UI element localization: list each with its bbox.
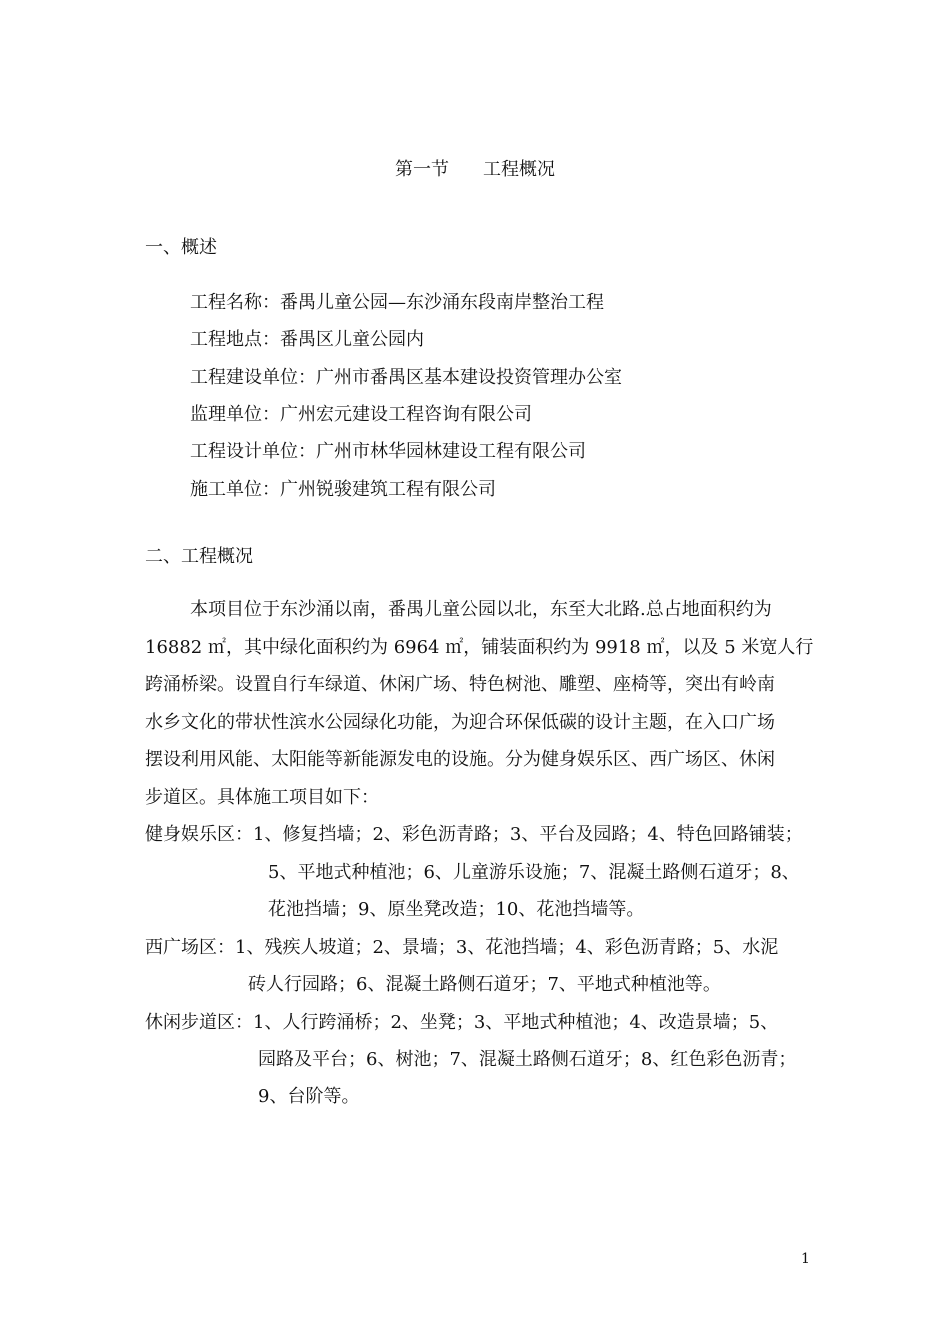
paragraph-line: 步道区。具体施工项目如下： bbox=[145, 787, 379, 808]
info-project-name: 工程名称：番禺儿童公园—东沙涌东段南岸整治工程 bbox=[190, 292, 604, 313]
info-contractor: 施工单位：广州锐骏建筑工程有限公司 bbox=[190, 479, 496, 500]
info-project-location: 工程地点：番禺区儿童公园内 bbox=[190, 329, 424, 350]
zone-fitness-line: 健身娱乐区：1、修复挡墙；2、彩色沥青路；3、平台及园路；4、特色回路铺装； bbox=[145, 824, 803, 845]
zone-fitness-line: 5、平地式种植池；6、儿童游乐设施；7、混凝土路侧石道牙；8、 bbox=[268, 862, 800, 883]
paragraph-line: 水乡文化的带状性滨水公园绿化功能，为迎合环保低碳的设计主题，在入口广场 bbox=[145, 712, 775, 733]
section-number: 第一节 bbox=[395, 159, 449, 180]
zone-west-plaza-line: 砖人行园路；6、混凝土路侧石道牙；7、平地式种植池等。 bbox=[248, 974, 721, 995]
info-supervisor: 监理单位：广州宏元建设工程咨询有限公司 bbox=[190, 404, 532, 425]
zone-walkway-line: 休闲步道区：1、人行跨涌桥；2、坐凳；3、平地式种植池；4、改造景墙；5、 bbox=[145, 1012, 779, 1033]
page-number: 1 bbox=[801, 1251, 810, 1267]
zone-walkway-line: 9、台阶等。 bbox=[258, 1086, 360, 1107]
heading-overview: 一、概述 bbox=[145, 237, 217, 258]
info-designer: 工程设计单位：广州市林华园林建设工程有限公司 bbox=[190, 441, 586, 462]
paragraph-line: 摆设利用风能、太阳能等新能源发电的设施。分为健身娱乐区、西广场区、休闲 bbox=[145, 749, 775, 770]
heading-project-overview: 二、工程概况 bbox=[145, 546, 253, 567]
paragraph-line: 跨涌桥梁。设置自行车绿道、休闲广场、特色树池、雕塑、座椅等，突出有岭南 bbox=[145, 674, 775, 695]
paragraph-line: 16882 ㎡，其中绿化面积约为 6964 ㎡，铺装面积约为 9918 ㎡，以及 5 米宽人行 bbox=[145, 637, 814, 658]
zone-west-plaza-line: 西广场区：1、残疾人坡道；2、景墙；3、花池挡墙；4、彩色沥青路；5、水泥 bbox=[145, 937, 779, 958]
zone-walkway-line: 园路及平台；6、树池；7、混凝土路侧石道牙；8、红色彩色沥青； bbox=[258, 1049, 797, 1070]
section-name: 工程概况 bbox=[483, 159, 555, 180]
paragraph-line: 本项目位于东沙涌以南，番禺儿童公园以北，东至大北路.总占地面积约为 bbox=[190, 599, 772, 620]
info-client: 工程建设单位：广州市番禺区基本建设投资管理办公室 bbox=[190, 367, 622, 388]
section-title bbox=[0, 158, 950, 182]
zone-fitness-line: 花池挡墙；9、原坐凳改造；10、花池挡墙等。 bbox=[268, 899, 645, 920]
